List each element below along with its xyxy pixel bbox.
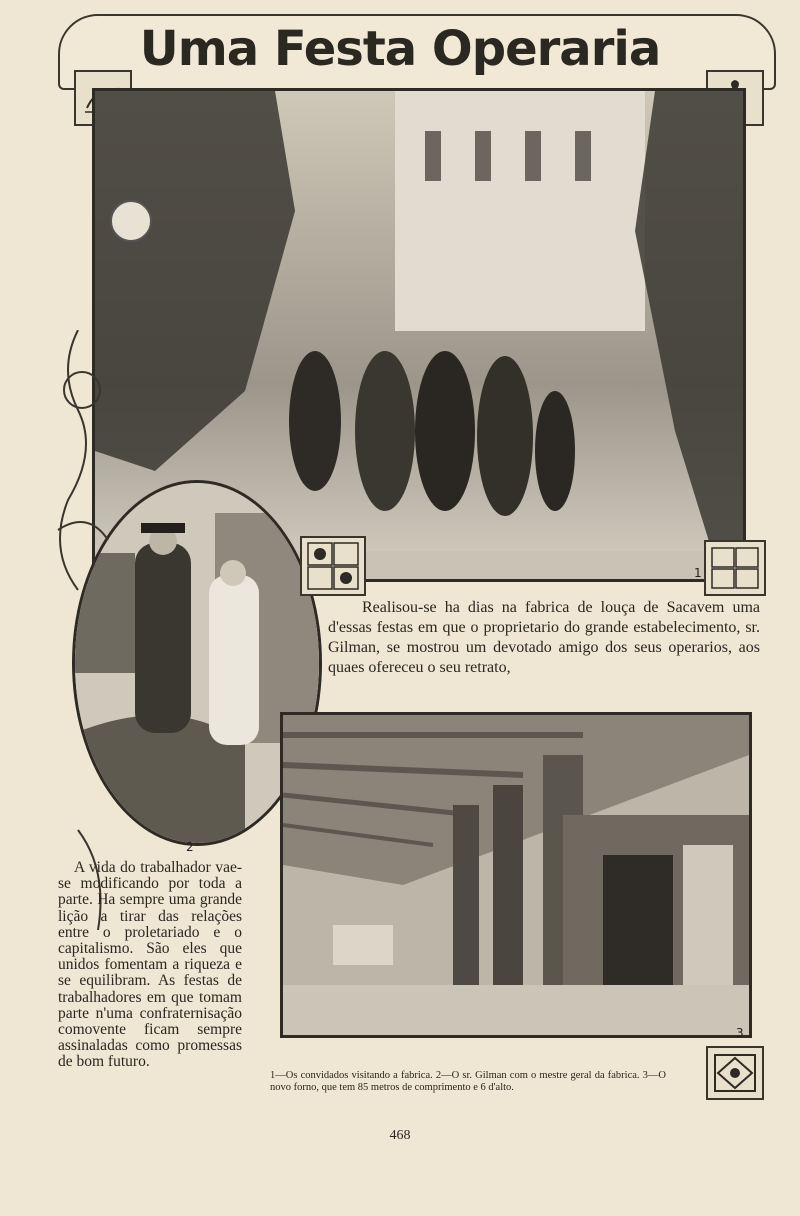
photo-furnace (280, 712, 752, 1038)
page-number: 468 (389, 1128, 411, 1143)
factory-photo (283, 715, 749, 1035)
photo-caption: 1—Os convidados visitando a fabrica. 2—O sr. Gilman com o mestre geral da fabrica. 3—O novo forno, que tem 85 metros de comprimento e 6 d'alto. (270, 1070, 666, 1093)
sidebar-paragraph: A vida do trabalhador vae-se modificando por toda a parte. Ha sempre uma grande lição a tirar das relações entre o proletariado e o capitalismo. São eles que unidos fomentam a riqueza e se equilibram. As festas de trabalhadores em que tomam parte n'uma confraternisação comovente ficam sempre assinaladas como promessas de bom futuro. (58, 859, 242, 1071)
photo-number-2: 2 (186, 840, 194, 854)
tile-ornament-icon (706, 1046, 764, 1100)
page-title: Uma Festa Operaria (139, 21, 661, 77)
tile-ornament-icon (704, 540, 766, 596)
photo-number-1: 1 (694, 566, 702, 580)
tile-ornament-icon (300, 536, 366, 596)
intro-paragraph: Realisou-se ha dias na fabrica de louça de Sacavem uma d'essas festas em que o proprietario do grande estabelecimento, sr. Gilman, se mostrou um devotado amigo dos seus operarios, aos quaes ofereceu o seu retrato, (328, 599, 760, 676)
photo-number-3: 3 (736, 1026, 744, 1040)
floral-ornament-icon (48, 330, 158, 930)
